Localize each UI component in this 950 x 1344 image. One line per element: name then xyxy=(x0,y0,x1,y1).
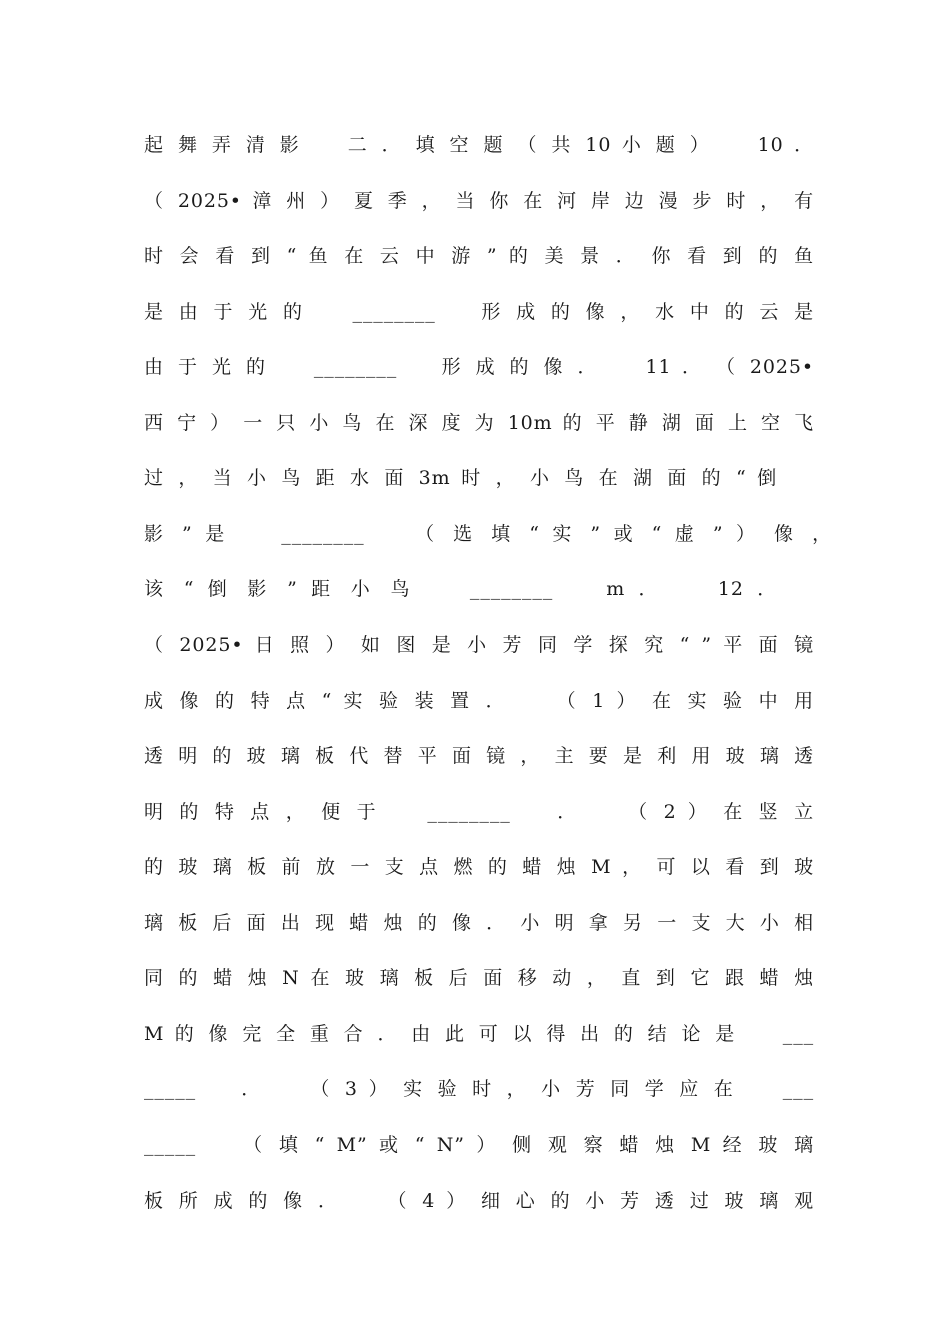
text-line-3: 时 会 看 到 “ 鱼 在 云 中 游 ” 的 美 景 ． 你 看 到 的 鱼 xyxy=(144,245,814,267)
text-line-11: 成 像 的 特 点 “ 实 验 装 置 ． （ 1 ） 在 实 验 中 用 xyxy=(144,690,814,712)
text-line-2: （ 2025• 漳 州 ） 夏 季 ， 当 你 在 河 岸 边 漫 步 时 ， 有 xyxy=(144,190,814,212)
text-line-16: 同 的 蜡 烛 N 在 玻 璃 板 后 面 移 动 ， 直 到 它 跟 蜡 烛 xyxy=(144,967,814,989)
text-line-6: 西 宁 ） 一 只 小 鸟 在 深 度 为 10m 的 平 静 湖 面 上 空 飞 xyxy=(144,412,814,434)
text-line-5: 由 于 光 的 ________ 形 成 的 像 ． 11 ． （ 2025• xyxy=(144,356,814,378)
text-line-13: 明 的 特 点 ， 便 于 ________ ． （ 2 ） 在 竖 立 xyxy=(144,801,814,823)
text-line-17: M 的 像 完 全 重 合 ． 由 此 可 以 得 出 的 结 论 是 ___ xyxy=(144,1023,814,1045)
text-line-9: 该 “ 倒 影 ” 距 小 鸟 ________ m ． 12 ． xyxy=(144,578,804,600)
text-line-12: 透 明 的 玻 璃 板 代 替 平 面 镜 ， 主 要 是 利 用 玻 璃 透 xyxy=(144,745,814,767)
text-line-1: 起 舞 弄 清 影 二 ． 填 空 题 （ 共 10 小 题 ） 10 ． xyxy=(144,134,814,156)
text-line-7: 过 ， 当 小 鸟 距 水 面 3m 时 ， 小 鸟 在 湖 面 的 “ 倒 xyxy=(144,467,804,489)
text-line-10: （ 2025• 日 照 ） 如 图 是 小 芳 同 学 探 究 “ ” 平 面 镜 xyxy=(144,634,814,656)
text-line-4: 是 由 于 光 的 ________ 形 成 的 像 ， 水 中 的 云 是 xyxy=(144,301,814,323)
text-line-15: 璃 板 后 面 出 现 蜡 烛 的 像 ． 小 明 拿 另 一 支 大 小 相 xyxy=(144,912,814,934)
text-line-14: 的 玻 璃 板 前 放 一 支 点 燃 的 蜡 烛 M ， 可 以 看 到 玻 xyxy=(144,856,814,878)
text-line-19: _____ （ 填 “ M” 或 “ N” ） 侧 观 察 蜡 烛 M 经 玻 璃 xyxy=(144,1134,814,1156)
text-line-20: 板 所 成 的 像 ． （ 4 ） 细 心 的 小 芳 透 过 玻 璃 观 xyxy=(144,1190,814,1212)
text-line-18: _____ ． （ 3 ） 实 验 时 ， 小 芳 同 学 应 在 ___ xyxy=(144,1078,814,1100)
text-line-8: 影 ” 是 ________ （ 选 填 “ 实 ” 或 “ 虚 ” ） 像 ， xyxy=(144,523,832,545)
